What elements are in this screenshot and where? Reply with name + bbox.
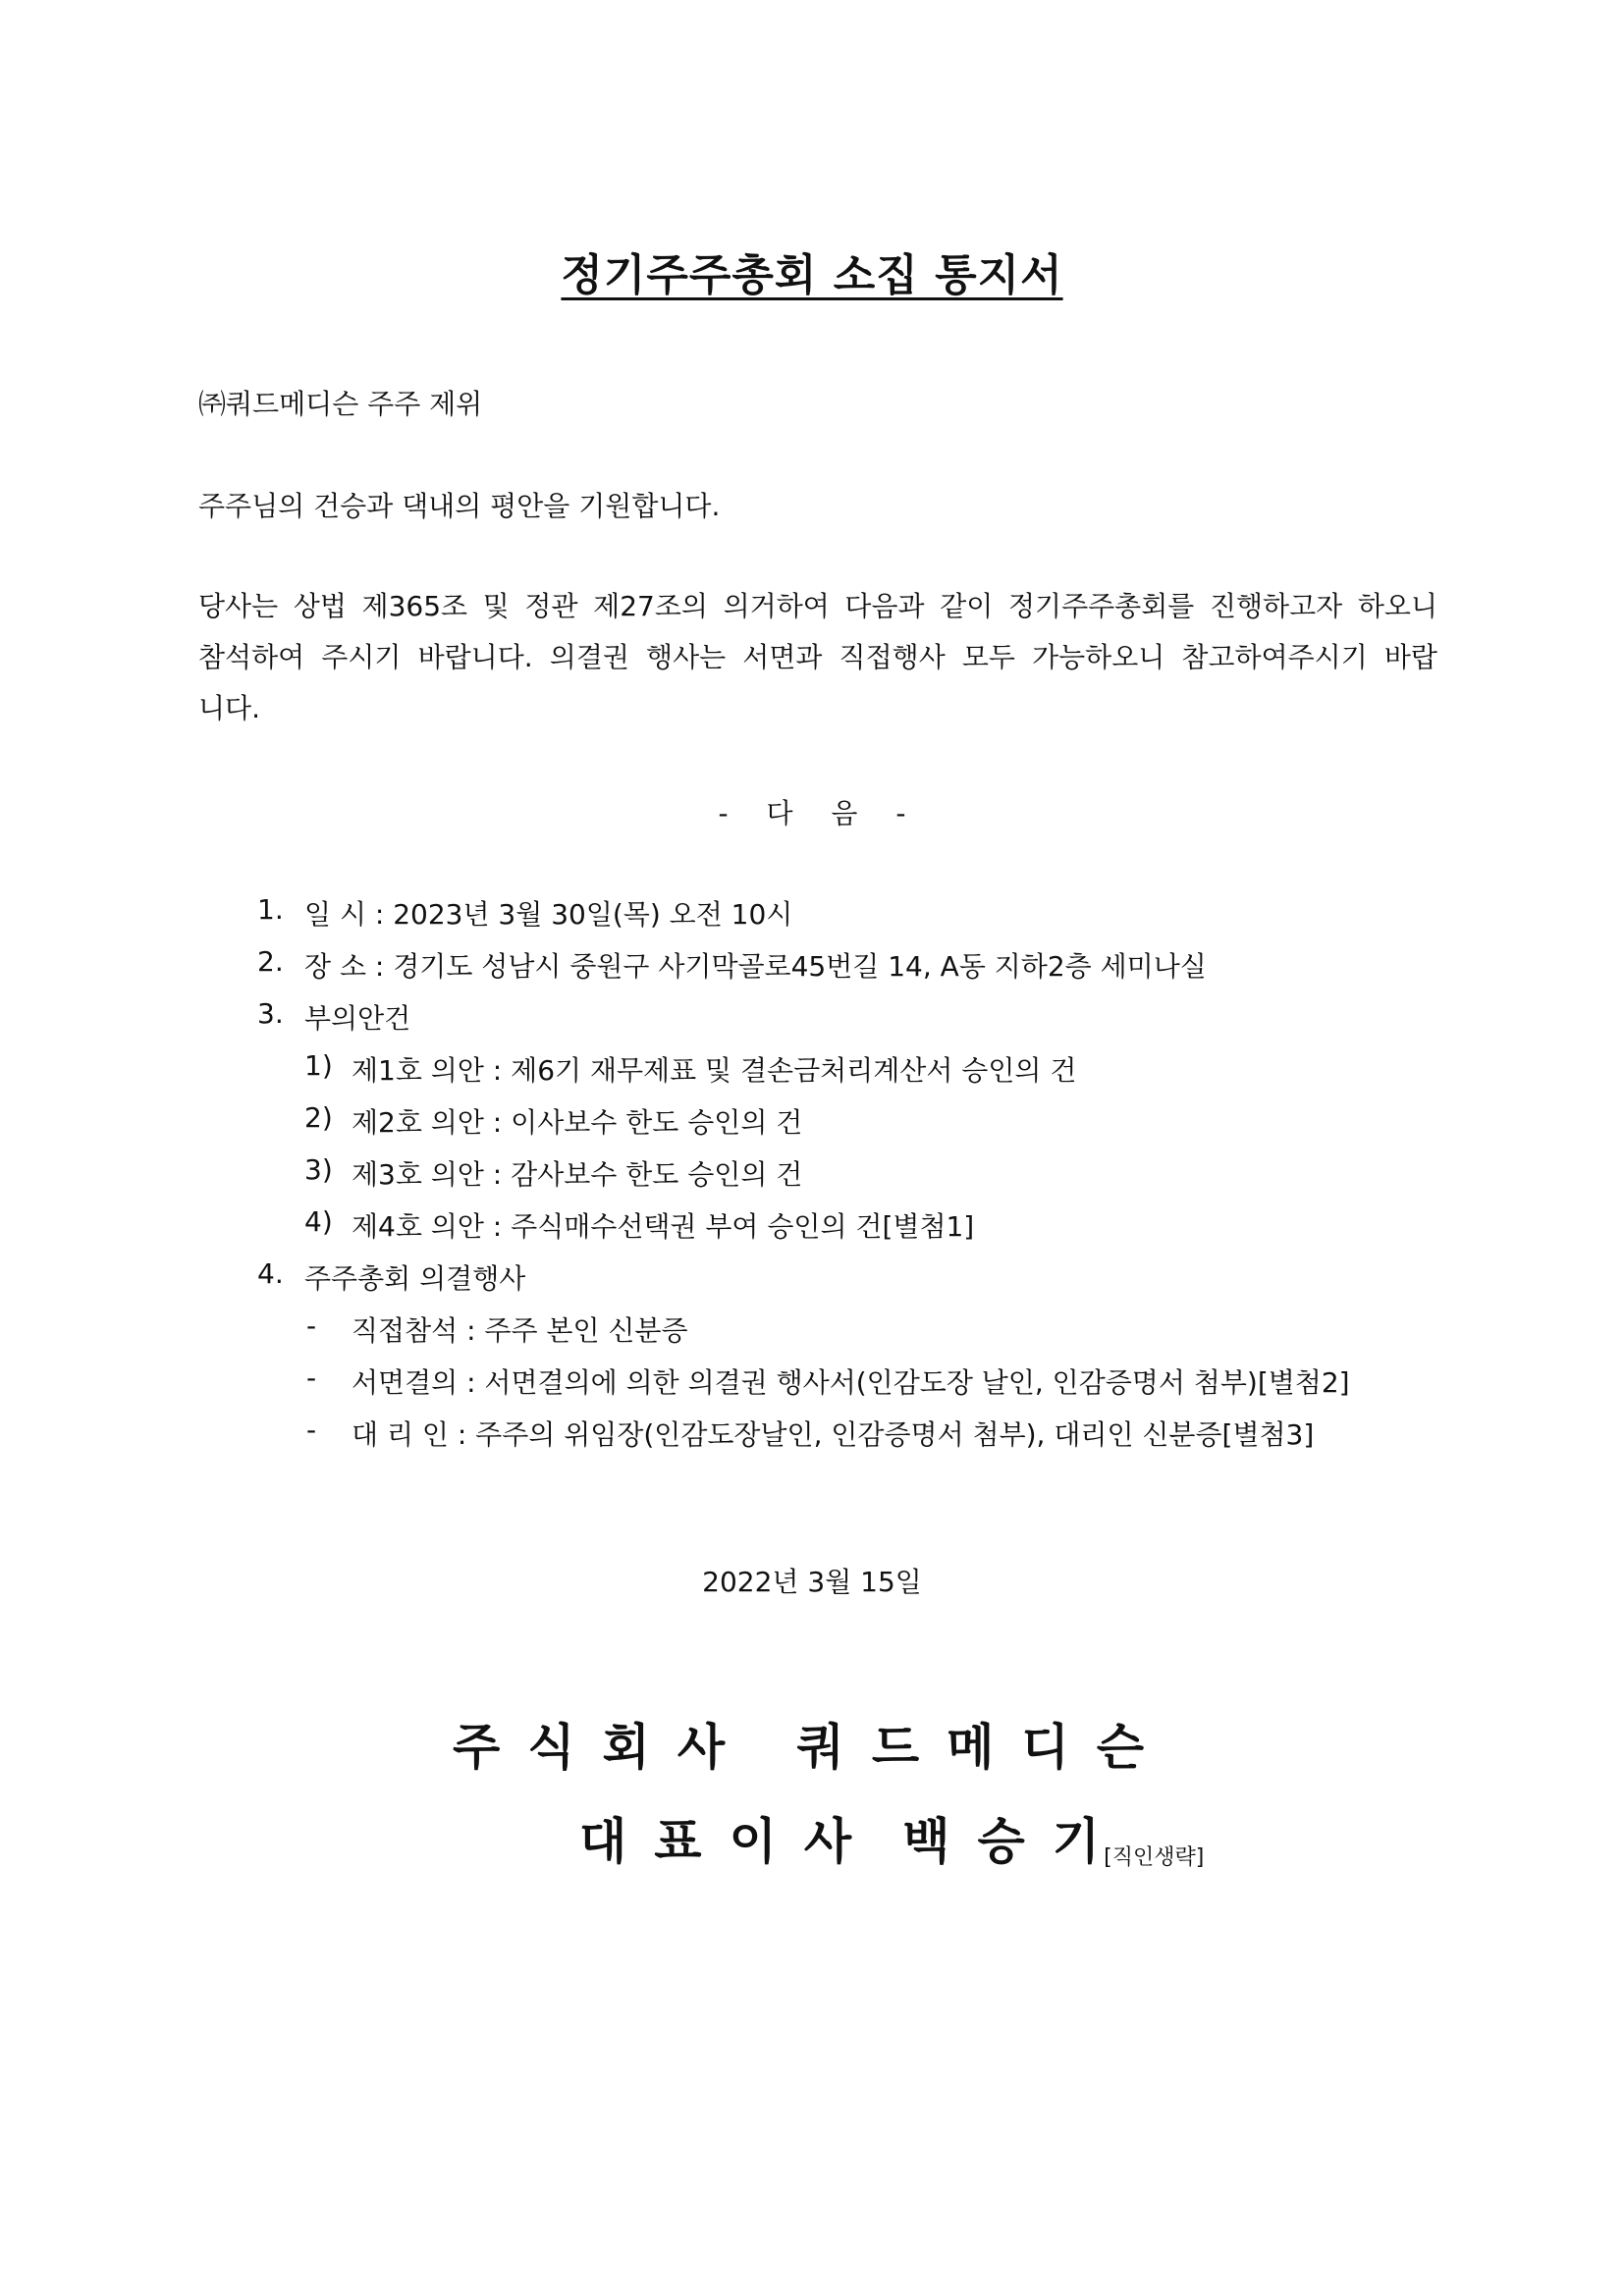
item-number: 4. xyxy=(257,1257,284,1290)
voting-text: 서면결의 : 서면결의에 의한 의결권 행사서(인감도장 날인, 인감증명서 첨부)[별첨2] xyxy=(352,1366,1350,1399)
document-title: 정기주주총회 소집 통지서 xyxy=(561,250,1063,300)
ceo-title: 대표이사 xyxy=(579,1813,880,1870)
agenda-text: 제2호 의안 : 이사보수 한도 승인의 건 xyxy=(352,1106,803,1139)
ceo-signature-line xyxy=(579,1802,1204,1873)
item-text: 일 시 : 2023년 3월 30일(목) 오전 10시 xyxy=(304,898,793,931)
agenda-number: 1) xyxy=(304,1049,333,1082)
separator: - 다 음 - xyxy=(718,797,906,829)
voting-dash: - xyxy=(306,1414,317,1446)
greeting: 주주님의 건승과 댁내의 평안을 기원합니다. xyxy=(198,490,721,522)
company-name: 주식회사 쿼드메디슨 xyxy=(452,1719,1172,1776)
item-number: 1. xyxy=(257,893,284,926)
agenda-text: 제3호 의안 : 감사보수 한도 승인의 건 xyxy=(352,1158,803,1191)
item-text: 부의안건 xyxy=(304,1002,411,1035)
agenda-number: 4) xyxy=(304,1205,333,1238)
item-text: 장 소 : 경기도 성남시 중원구 사기막골로45번길 14, A동 지하2층 세미나실 xyxy=(304,950,1207,983)
voting-text: 대 리 인 : 주주의 위임장(인감도장날인, 인감증명서 첨부), 대리인 신분증[별첨3] xyxy=(352,1418,1315,1451)
agenda-number: 3) xyxy=(304,1153,333,1186)
notice-date: 2022년 3월 15일 xyxy=(702,1566,922,1598)
voting-dash: - xyxy=(306,1362,317,1394)
intro-paragraph: 당사는 상법 제365조 및 정관 제27조의 의거하여 다음과 같이 정기주주총회를 진행하고자 하오니 참석하여 주시기 바랍니다. 의결권 행사는 서면과 직접행사 모두 가능하오니 참고하여주시기 바랍니다. xyxy=(198,590,1437,724)
item-number: 2. xyxy=(257,945,284,978)
agenda-text: 제4호 의안 : 주식매수선택권 부여 승인의 건[별첨1] xyxy=(352,1210,975,1243)
voting-text: 직접참석 : 주주 본인 신분증 xyxy=(352,1314,688,1347)
item-text: 주주총회 의결행사 xyxy=(304,1262,526,1295)
voting-dash: - xyxy=(306,1309,317,1342)
agenda-text: 제1호 의안 : 제6기 재무제표 및 결손금처리계산서 승인의 건 xyxy=(352,1054,1077,1087)
agenda-number: 2) xyxy=(304,1101,333,1134)
ceo-name: 백승기 xyxy=(902,1813,1128,1870)
seal-omitted-note: [직인생략] xyxy=(1104,1845,1205,1870)
addressee: ㈜쿼드메디슨 주주 제위 xyxy=(198,388,483,420)
item-number: 3. xyxy=(257,997,284,1030)
